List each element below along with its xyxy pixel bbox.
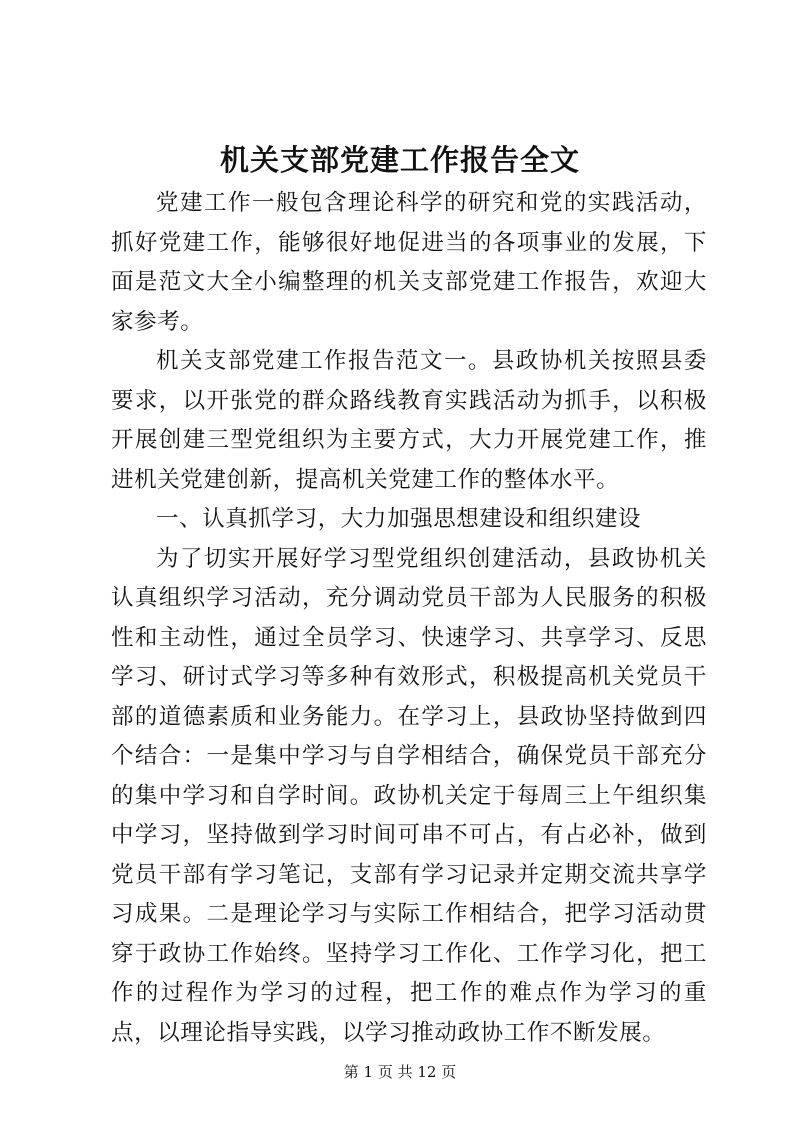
study-paragraph: 为了切实开展好学习型党组织创建活动，县政协机关认真组织学习活动，充分调动党员干部为人民服务的积极性和主动性，通过全员学习、快速学习、共享学习、反思学习、研讨式学习等多种有效形式，积极提高机关党员干部的道德素质和业务能力。在学习上，县政协坚持做到四个结合：一是集中学习与自学相结合，确保党员干部充分的集中学习和自学时间。政协机关定于每周三上午组织集中学习，坚持做到学习时间可串不可占，有占必补，做到党员干部有学习笔记，支部有学习记录并定期交流共享学习成果。二是理论学习与实际工作相结合，把学习活动贯穿于政协工作始终。坚持学习工作化、工作学习化，把工作的过程作为学习的过程，把工作的难点作为学习的重点，以理论指导实践，以学习推动政协工作不断发展。 bbox=[111, 545, 707, 1046]
intro-paragraph: 党建工作一般包含理论科学的研究和党的实践活动，抓好党建工作，能够很好地促进当的各项事业的发展，下面是范文大全小编整理的机关支部党建工作报告，欢迎大家参考。 bbox=[111, 190, 707, 335]
document-title: 机关支部党建工作报告全文 bbox=[219, 143, 580, 177]
section-heading-1: 一、认真抓学习，大力加强思想建设和组织建设 bbox=[156, 506, 642, 532]
document-body bbox=[111, 184, 707, 1053]
page-number-footer: 第 1 页 共 12 页 bbox=[343, 1063, 457, 1081]
report-intro-paragraph: 机关支部党建工作报告范文一。县政协机关按照县委要求，以开张党的群众路线教育实践活动为抓手，以积极开展创建三型党组织为主要方式，大力开展党建工作，推进机关党建创新，提高机关党建工作的整体水平。 bbox=[111, 348, 707, 493]
